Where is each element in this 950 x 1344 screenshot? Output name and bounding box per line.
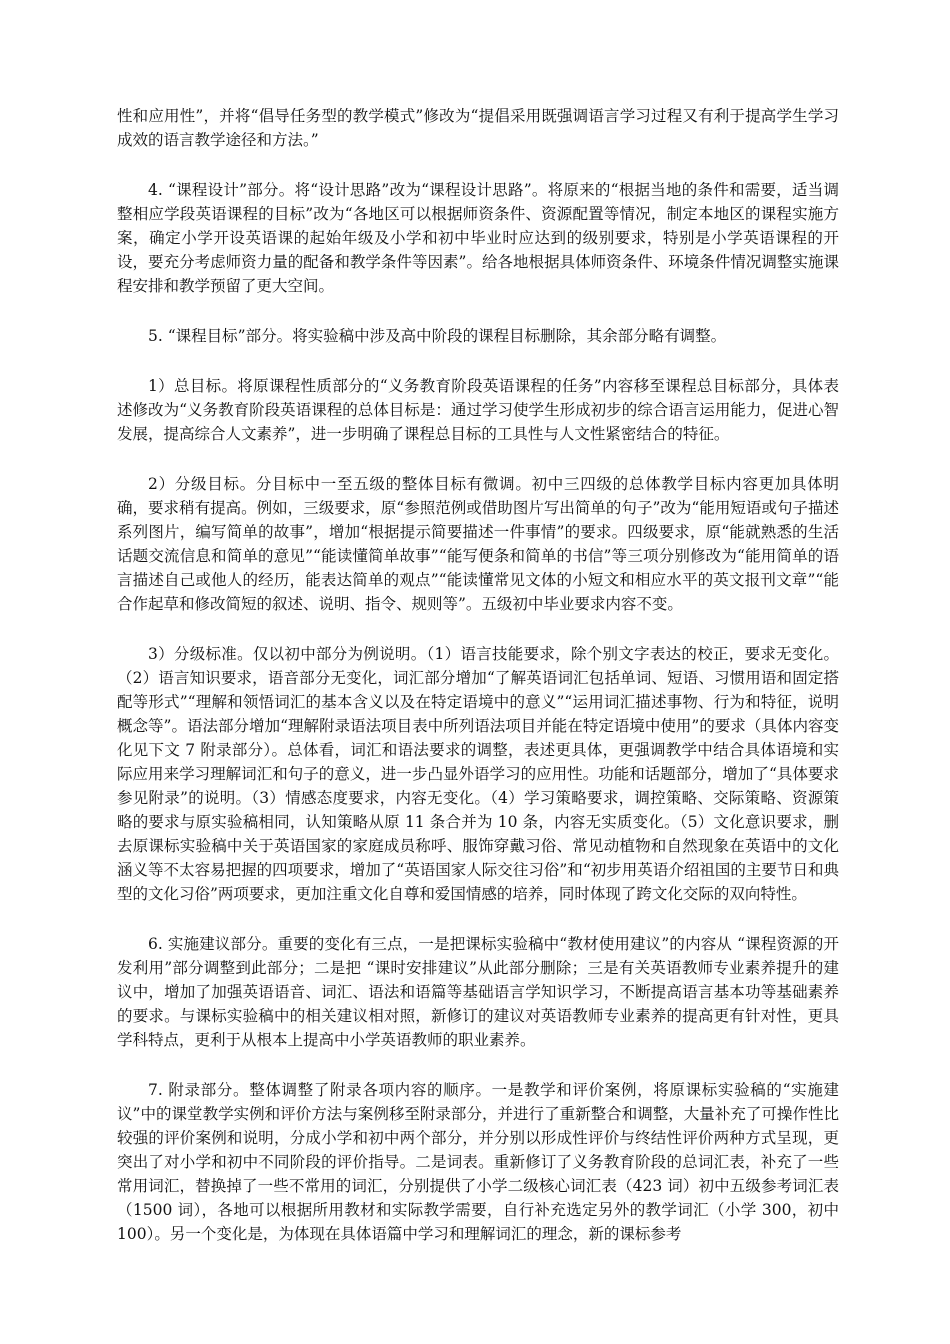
paragraph-course-goals: 5. “课程目标”部分。将实验稿中涉及高中阶段的课程目标删除，其余部分略有调整。 <box>148 327 727 345</box>
paragraph-implementation: 6. 实施建议部分。重要的变化有三点，一是把课标实验稿中“教材使用建议”的内容从 “课程资源的开发利用”部分调整到此部分；二是把 “课时安排建议”从此部分删除；三是有关英语教师专业素养提升的建议中，增加了加强英语语音、词汇、语法和语篇等基础语言学知识学习，不断提高语言基本功等基础素养的要求。与课标实验稿中的相关建议相对照，新修订的建议对英语教师专业素养的提高更有针对性，更具学科特点，更利于从根本上提高中小学英语教师的职业素养。 <box>117 935 839 1049</box>
paragraph-level-goals: 2）分级目标。分目标中一至五级的整体目标有微调。初中三四级的总体教学目标内容更加具体明确，要求稍有提高。例如，三级要求，原“参照范例或借助图片写出简单的句子”改为“能用短语或句子描述系列图片，编写简单的故事”，增加“根据提示简要描述一件事情”的要求。四级要求，原“能就熟悉的生活话题交流信息和简单的意见”“能读懂简单故事”“能写便条和简单的书信”等三项分别修改为“能用简单的语言描述自己或他人的经历，能表达简单的观点”“能读懂常见文体的小短文和相应水平的英文报刊文章”“能合作起草和修改简短的叙述、说明、指令、规则等”。五级初中毕业要求内容不变。 <box>117 475 839 613</box>
paragraph-continuation: 性和应用性”，并将“倡导任务型的教学模式”修改为“提倡采用既强调语言学习过程又有利于提高学生学习成效的语言教学途径和方法。” <box>117 107 839 149</box>
document-page <box>117 104 839 1272</box>
paragraph-overall-goal: 1）总目标。将原课程性质部分的“义务教育阶段英语课程的任务”内容移至课程总目标部分，具体表述修改为“义务教育阶段英语课程的总体目标是：通过学习使学生形成初步的综合语言运用能力，促进心智发展，提高综合人文素养”，进一步明确了课程总目标的工具性与人文性紧密结合的特征。 <box>117 377 839 443</box>
paragraph-course-design: 4. “课程设计”部分。将“设计思路”改为“课程设计思路”。将原来的“根据当地的条件和需要，适当调整相应学段英语课程的目标”改为“各地区可以根据师资条件、资源配置等情况，制定本地区的课程实施方案，确定小学开设英语课的起始年级及小学和初中毕业时应达到的级别要求，特别是小学英语课程的开设，要充分考虑师资力量的配备和教学条件等因素”。给各地根据具体师资条件、环境条件情况调整实施课程安排和教学预留了更大空间。 <box>117 181 839 295</box>
paragraph-level-standards: 3）分级标准。仅以初中部分为例说明。（1）语言技能要求，除个别文字表达的校正，要求无变化。（2）语言知识要求，语音部分无变化，词汇部分增加“了解英语词汇包括单词、短语、习惯用语和固定搭配等形式”“理解和领悟词汇的基本含义以及在特定语境中的意义”“运用词汇描述事物、行为和特征，说明概念等”。语法部分增加“理解附录语法项目表中所列语法项目并能在特定语境中使用”的要求（具体内容变化见下文 7 附录部分）。总体看，词汇和语法要求的调整，表述更具体，更强调教学中结合具体语境和实际应用来学习理解词汇和句子的意义，进一步凸显外语学习的应用性。功能和话题部分，增加了“具体要求参见附录”的说明。（3）情感态度要求，内容无变化。（4）学习策略要求，调控策略、交际策略、资源策略的要求与原实验稿相同，认知策略从原 11 条合并为 10 条，内容无实质变化。（5）文化意识要求，删去原课标实验稿中关于英语国家的家庭成员称呼、服饰穿戴习俗、常见动植物和自然现象在英语中的文化涵义等不太容易把握的四项要求，增加了“英语国家人际交往习俗”和“初步用英语介绍祖国的主要节日和典型的文化习俗”两项要求，更加注重文化自尊和爱国情感的培养，同时体现了跨文化交际的双向特性。 <box>117 645 839 903</box>
paragraph-appendix: 7. 附录部分。整体调整了附录各项内容的顺序。一是教学和评价案例，将原课标实验稿的“实施建议”中的课堂教学实例和评价方法与案例移至附录部分，并进行了重新整合和调整，大量补充了可操作性比较强的评价案例和说明，分成小学和初中两个部分，并分别以形成性评价与终结性评价两种方式呈现，更突出了对小学和初中不同阶段的评价指导。二是词表。重新修订了义务教育阶段的总词汇表，补充了一些常用词汇，替换掉了一些不常用的词汇，分别提供了小学二级核心词汇表（423 词）初中五级参考词汇表（1500 词），各地可以根据所用教材和实际教学需要，自行补充选定另外的教学词汇（小学 300，初中 100）。另一个变化是，为体现在具体语篇中学习和理解词汇的理念，新的课标参考 <box>117 1081 839 1243</box>
